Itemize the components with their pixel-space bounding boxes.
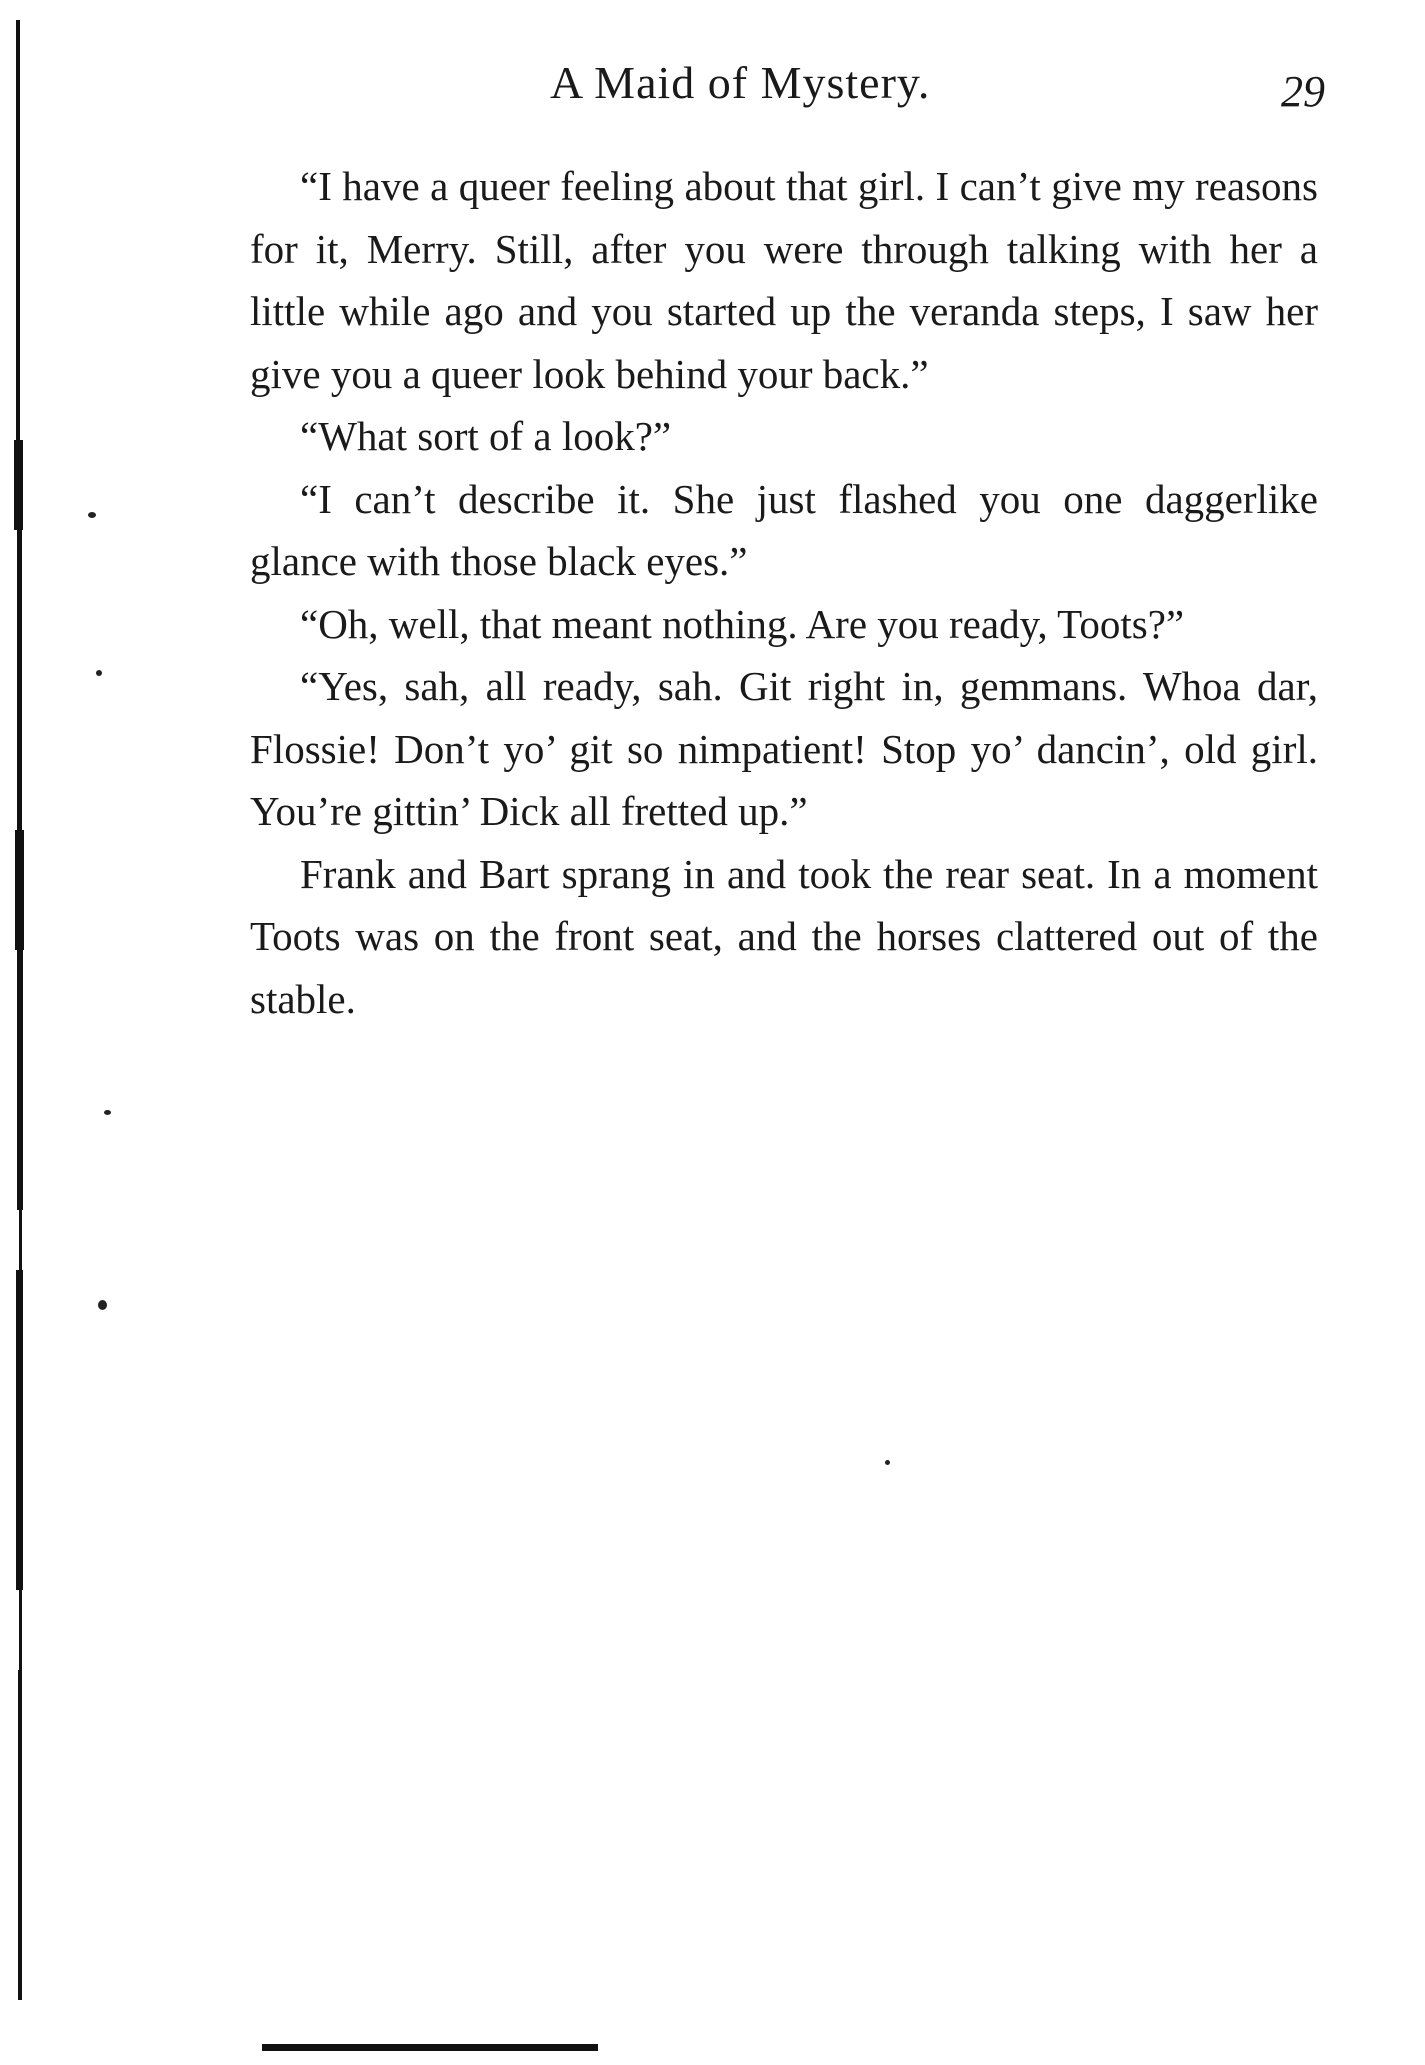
scan-speck xyxy=(88,512,96,518)
page-header xyxy=(250,56,1325,126)
binding-edge-scan-artifact xyxy=(14,20,26,2000)
paragraph: “Yes, sah, all ready, sah. Git right in, gemmans. Whoa dar, Flossie! Don’t yo’ git so nimpatient! Stop yo’ dancin’, old girl. You’re gittin’ Dick all fretted up.” xyxy=(250,663,1318,834)
scan-speck xyxy=(98,1300,107,1310)
scan-speck xyxy=(104,1110,111,1115)
running-title: A Maid of Mystery. xyxy=(550,57,931,108)
scan-speck xyxy=(96,670,102,676)
body-text xyxy=(250,155,1318,1030)
page-number: 29 xyxy=(1281,67,1325,116)
scan-speck xyxy=(885,1460,890,1465)
paragraph: Frank and Bart sprang in and took the rear seat. In a moment Toots was on the front seat, and the horses clattered out of the stable. xyxy=(250,850,1318,1022)
bottom-rule xyxy=(262,2044,598,2051)
paragraph: “I have a queer feeling about that girl. I can’t give my reasons for it, Merry. Still, after you were through talking with her a little while ago and you started up the veranda steps, I saw her give you a queer look behind your back.” xyxy=(250,163,1318,397)
paragraph: “What sort of a look?” xyxy=(300,413,672,459)
paragraph: “I can’t describe it. She just flashed you one daggerlike glance with those black eyes.” xyxy=(250,475,1318,584)
paragraph: “Oh, well, that meant nothing. Are you ready, Toots?” xyxy=(300,600,1185,647)
